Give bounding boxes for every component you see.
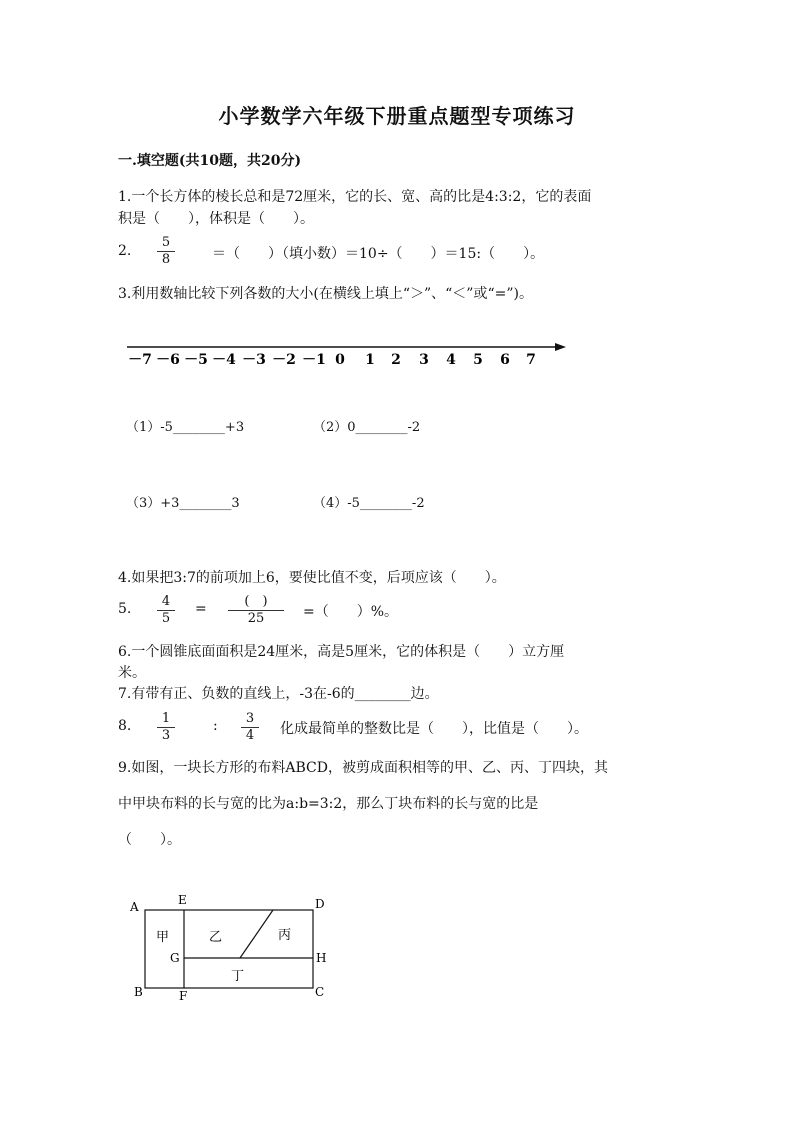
question-9-line-2: 中甲块布料的长与宽的比为a:b=3:2，那么丁块布料的长与宽的比是 [118,796,539,812]
question-1-line-2: 积是（ ），体积是（ ）。 [118,211,314,227]
region-ding-label: 丁 [231,969,245,984]
question-3-item-1: （1）-5________+3 [126,420,245,435]
question-9-line-1: 9.如图，一块长方形的布料ABCD，被剪成面积相等的甲、乙、丙、丁四块，其 [118,760,608,776]
vertex-c-label: C [315,985,325,999]
region-bing-label: 丙 [278,928,292,943]
question-2-number: 2. [118,243,132,259]
question-9-line-3: （ ）。 [118,832,181,848]
number-line-label: －1 [302,352,326,368]
point-h-label: H [316,951,327,965]
question-6-line-2: 米。 [118,665,146,681]
section-heading: 一.填空题(共10题，共20分) [118,153,302,169]
number-line-label: －4 [212,352,236,368]
question-6-line-1: 6.一个圆锥底面面积是24厘米，高是5厘米，它的体积是（ ）立方厘 [118,644,565,660]
question-8-fraction-1 [157,711,175,744]
question-3-item-3: （3）+3________3 [126,496,240,511]
question-1-line-1: 1.一个长方体的棱长总和是72厘米，它的长、宽、高的比是4:3:2，它的表面 [118,189,592,205]
number-line-label: 7 [526,352,536,368]
question-8-fraction-2 [241,711,259,744]
question-7-text: 7.有带有正、负数的直线上，-3在-6的________边。 [118,686,439,702]
question-3-item-2: （2）0________-2 [313,420,421,435]
number-line [0,330,794,370]
number-line-label: －2 [272,352,296,368]
region-jia-label: 甲 [156,930,170,945]
number-line-label: 0 [335,352,345,368]
question-5-fraction-1 [157,594,175,627]
question-5-equals: = [195,601,207,617]
vertex-b-label: B [134,985,143,999]
question-3-text: 3.利用数轴比较下列各数的大小(在横线上填上“＞”、“＜”或“=”)。 [118,286,533,302]
fraction-denominator: 5 [161,611,171,626]
fraction-denominator: 4 [245,728,255,743]
fraction-numerator: 1 [157,711,175,728]
page-title: 小学数学六年级下册重点题型专项练习 [218,104,576,128]
number-line-label: －3 [242,352,266,368]
question-5-number: 5. [118,601,132,617]
fraction-numerator: ( ) [228,594,284,611]
number-line-label: 6 [500,352,510,368]
fraction-numerator: 3 [241,711,259,728]
region-yi-label: 乙 [209,930,223,945]
arrow-head-icon [555,343,566,351]
question-3-item-4: （4）-5________-2 [313,496,425,511]
fraction-denominator: 25 [247,611,265,626]
question-5-fraction-2 [228,594,284,627]
fraction-denominator: 3 [161,728,171,743]
point-f-label: F [179,989,188,1003]
question-8-text: 化成最简单的整数比是（ ），比值是（ ）。 [280,721,588,737]
number-line-label: 5 [473,352,483,368]
vertex-d-label: D [315,897,325,911]
number-line-label: 4 [446,352,456,368]
question-4-text: 4.如果把3:7的前项加上6，要使比值不变，后项应该（ ）。 [118,570,506,586]
dividing-diagonal [240,910,273,958]
number-line-label: 3 [419,352,429,368]
point-g-label: G [170,951,180,965]
fraction-numerator: 4 [157,594,175,611]
rectangle-figure [120,890,350,1010]
question-8-number: 8. [118,718,132,734]
number-line-label: 2 [391,352,401,368]
fraction-denominator: 8 [161,252,171,267]
point-e-label: E [178,893,187,907]
question-8-colon: : [213,718,218,734]
number-line-label: －5 [184,352,208,368]
vertex-a-label: A [130,900,139,914]
rectangle-abcd [145,910,313,988]
question-2-fraction [157,235,175,268]
question-5-text: =（ ）%。 [303,604,399,620]
number-line-label: 1 [365,352,375,368]
number-line-label: －6 [156,352,180,368]
number-line-label: －7 [128,352,152,368]
fraction-numerator: 5 [157,235,175,252]
question-2-text: ＝（ ）（填小数）＝10÷（ ）＝15:（ ）。 [212,246,545,262]
